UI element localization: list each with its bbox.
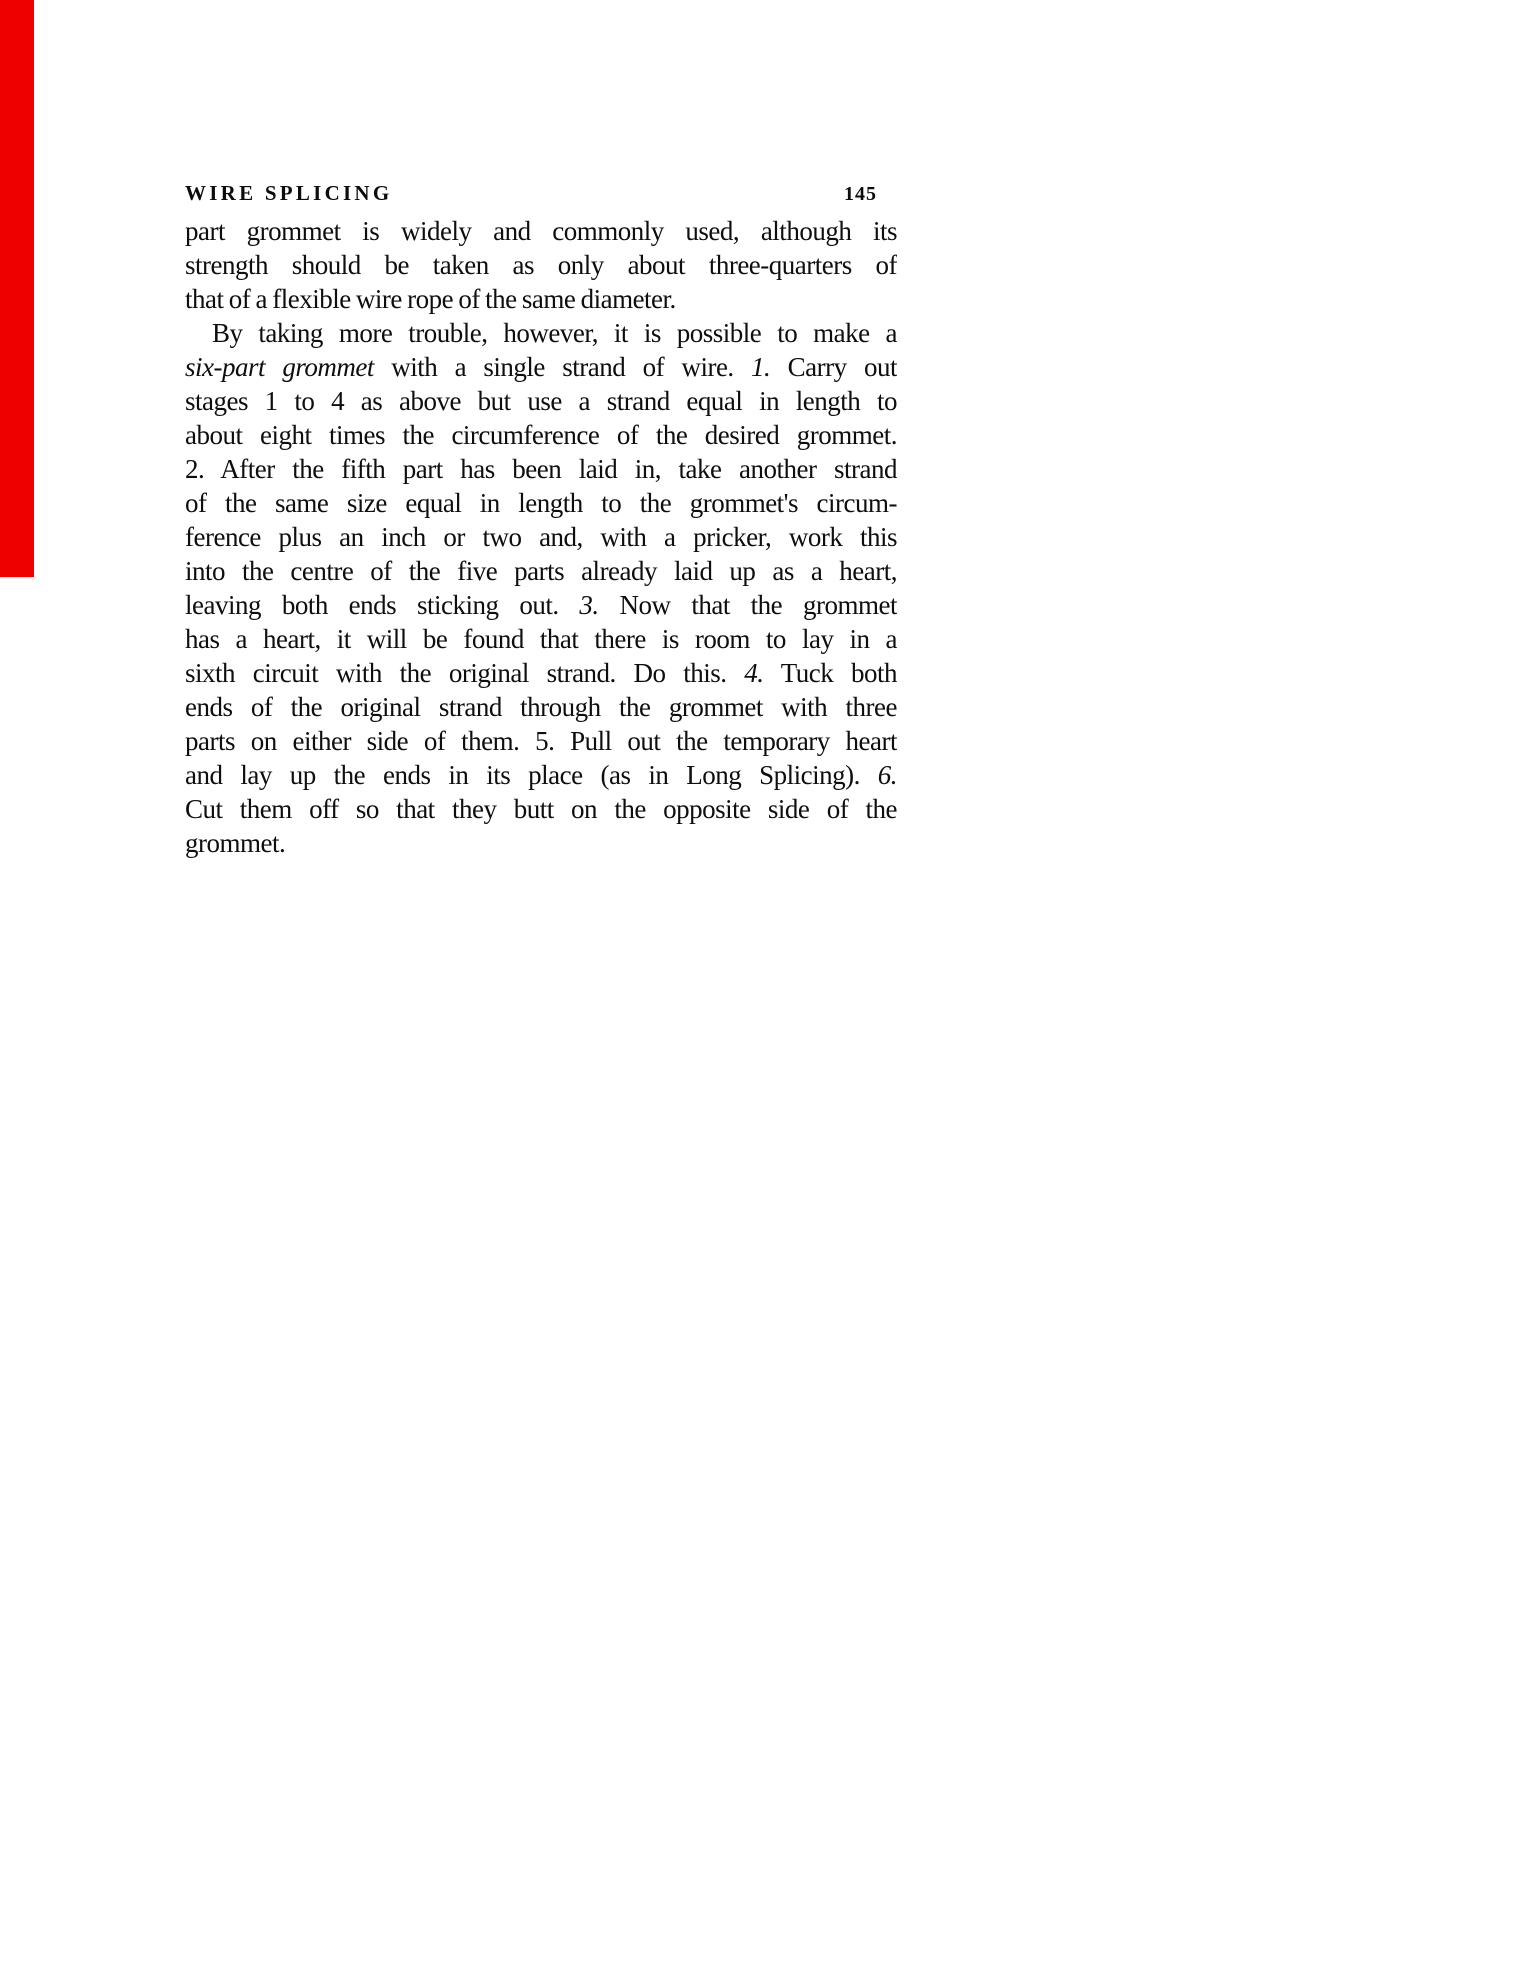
text-line <box>185 792 897 826</box>
text-line <box>185 826 897 860</box>
text-line <box>185 214 897 248</box>
text-segment: 2. After the fifth part has been laid in, take another strand <box>185 454 897 484</box>
text-segment: Cut them off so that they butt on the opposite side of the <box>185 794 897 824</box>
text-segment: leaving both ends sticking out. <box>185 590 580 620</box>
italic-text-segment: 1. <box>751 352 771 382</box>
page-number: 145 <box>844 183 877 205</box>
italic-text-segment: 3. <box>579 590 599 620</box>
text-line <box>185 656 897 690</box>
text-line <box>185 452 897 486</box>
text-segment: Carry out <box>770 352 897 382</box>
text-segment: about eight times the circumference of the desired grommet. <box>185 420 897 450</box>
text-line <box>185 622 897 656</box>
body-text-block <box>185 214 897 860</box>
text-segment: grommet. <box>185 828 286 858</box>
text-segment: with a single strand of wire. <box>373 352 752 382</box>
italic-text-segment: 4. <box>744 658 764 688</box>
running-head-title: WIRE SPLICING <box>185 181 393 205</box>
text-segment: and lay up the ends in its place (as in Long Splicing). <box>185 760 878 790</box>
text-line <box>185 486 897 520</box>
text-segment: ference plus an inch or two and, with a pricker, work this <box>185 522 897 552</box>
italic-text-segment: six-part grommet <box>185 352 374 382</box>
red-scan-edge-strip <box>0 0 34 577</box>
text-segment: strength should be taken as only about three-quarters of <box>185 250 897 280</box>
text-segment: ends of the original strand through the grommet with three <box>185 692 897 722</box>
text-segment: has a heart, it will be found that there is room to lay in a <box>185 624 897 654</box>
page-header <box>185 181 897 206</box>
text-segment: that of a flexible wire rope of the same diameter. <box>185 284 676 314</box>
text-segment: into the centre of the five parts already laid up as a heart, <box>185 556 897 586</box>
text-segment: of the same size equal in length to the grommet's circum- <box>185 488 897 518</box>
text-segment: sixth circuit with the original strand. Do this. <box>185 658 745 688</box>
text-line <box>185 724 897 758</box>
text-segment: part grommet is widely and commonly used, although its <box>185 216 897 246</box>
text-line <box>185 554 897 588</box>
text-segment: Now that the grommet <box>598 590 897 620</box>
text-segment: Tuck both <box>763 658 897 688</box>
text-line <box>185 316 897 350</box>
text-line <box>185 418 897 452</box>
text-line <box>185 588 897 622</box>
text-segment: By taking more trouble, however, it is possible to make a <box>212 318 897 348</box>
text-line <box>185 690 897 724</box>
text-line <box>185 248 897 282</box>
text-segment: parts on either side of them. 5. Pull out the temporary heart <box>185 726 897 756</box>
text-line <box>185 384 897 418</box>
italic-text-segment: 6. <box>877 760 897 790</box>
text-line <box>185 520 897 554</box>
text-line <box>185 282 897 316</box>
text-line <box>185 758 897 792</box>
text-segment: stages 1 to 4 as above but use a strand equal in length to <box>185 386 897 416</box>
text-line <box>185 350 897 384</box>
